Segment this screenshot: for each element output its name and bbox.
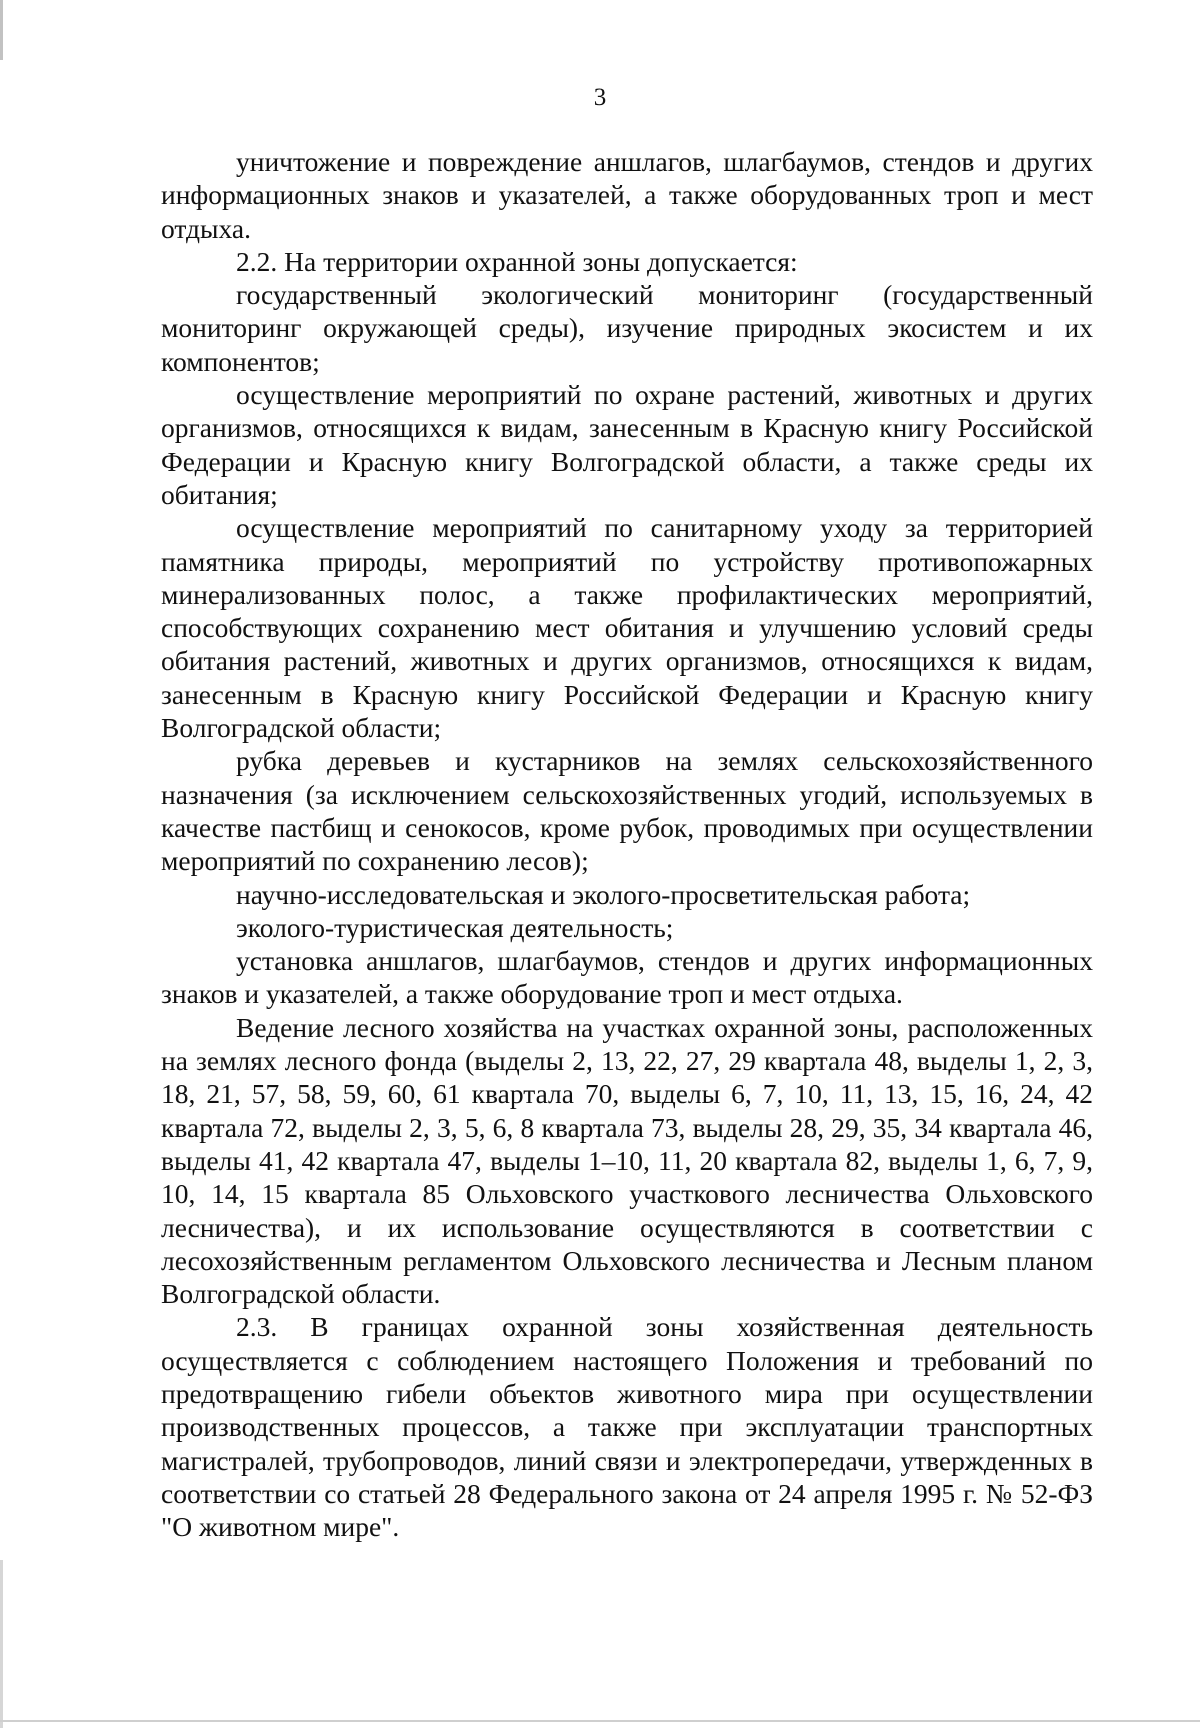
paragraph: научно-исследовательская и эколого-просветительская работа;	[236, 878, 971, 910]
paragraph: уничтожение и повреждение аншлагов, шлагбаумов, стендов и других информационных знаков и указателей, а также оборудованных троп и мест отдыха.	[161, 146, 1093, 244]
paragraph: государственный экологический мониторинг (государственный мониторинг окружающей среды), изучение природных экосистем и их компонентов;	[161, 279, 1093, 377]
bottom-border-line	[0, 1720, 1200, 1722]
paragraph: осуществление мероприятий по санитарному уходу за территорией памятника природы, мероприятий по устройству противопожарных минерализованных полос, а также профилактических мероприятий, способствующих сохранению мест обитания и улучшению условий среды обитания растений, животных и других организмов, относящихся к видам, занесенным в Красную книгу Российской Федерации и Красную книгу Волгоградской области;	[161, 512, 1093, 744]
paragraph: эколого-туристическая деятельность;	[236, 911, 674, 943]
paragraph: рубка деревьев и кустарников на землях сельскохозяйственного назначения (за исключением сельскохозяйственных угодий, используемых в качестве пастбищ и сенокосов, кроме рубок, проводимых при осуществлении мероприятий по сохранению лесов);	[161, 745, 1093, 877]
paragraph: установка аншлагов, шлагбаумов, стендов и других информационных знаков и указателей, а также оборудование троп и мест отдыха.	[161, 945, 1093, 1010]
paragraph: Ведение лесного хозяйства на участках охранной зоны, расположенных на землях лесного фонда (выделы 2, 13, 22, 27, 29 квартала 48, выделы 1, 2, 3, 18, 21, 57, 58, 59, 60, 61 квартала 70, выделы 6, 7, 10, 11, 13, 15, 16, 24, 42 квартала 72, выделы 2, 3, 5, 6, 8 квартала 73, выделы 28, 29, 35, 34 квартала 46, выделы 41, 42 квартала 47, выделы 1–10, 11, 20 квартала 82, выделы 1, 6, 7, 9, 10, 14, 15 квартала 85 Ольховского участкового лесничества Ольховского лесничества), и их использование осуществляются в соответствии с лесохозяйственным регламентом Ольховского лесничества и Лесным планом Волгоградской области.	[161, 1011, 1093, 1310]
paragraph: 2.3. В границах охранной зоны хозяйственная деятельность осуществляется с соблюдением настоящего Положения и требований по предотвращению гибели объектов животного мира при осуществлении производственных процессов, а также при эксплуатации транспортных магистралей, трубопроводов, линий связи и электропередачи, утвержденных в соответствии со статьей 28 Федерального закона от 24 апреля 1995 г. № 52-ФЗ "О животном мире".	[161, 1311, 1093, 1543]
page-number: 3	[593, 84, 607, 111]
paragraph: 2.2. На территории охранной зоны допускается:	[236, 245, 798, 277]
document-body	[161, 145, 1093, 1543]
scan-edge-mark	[0, 0, 3, 1728]
paragraph: осуществление мероприятий по охране растений, животных и других организмов, относящихся к видам, занесенным в Красную книгу Российской Федерации и Красную книгу Волгоградской области, а также среды их обитания;	[161, 379, 1093, 510]
